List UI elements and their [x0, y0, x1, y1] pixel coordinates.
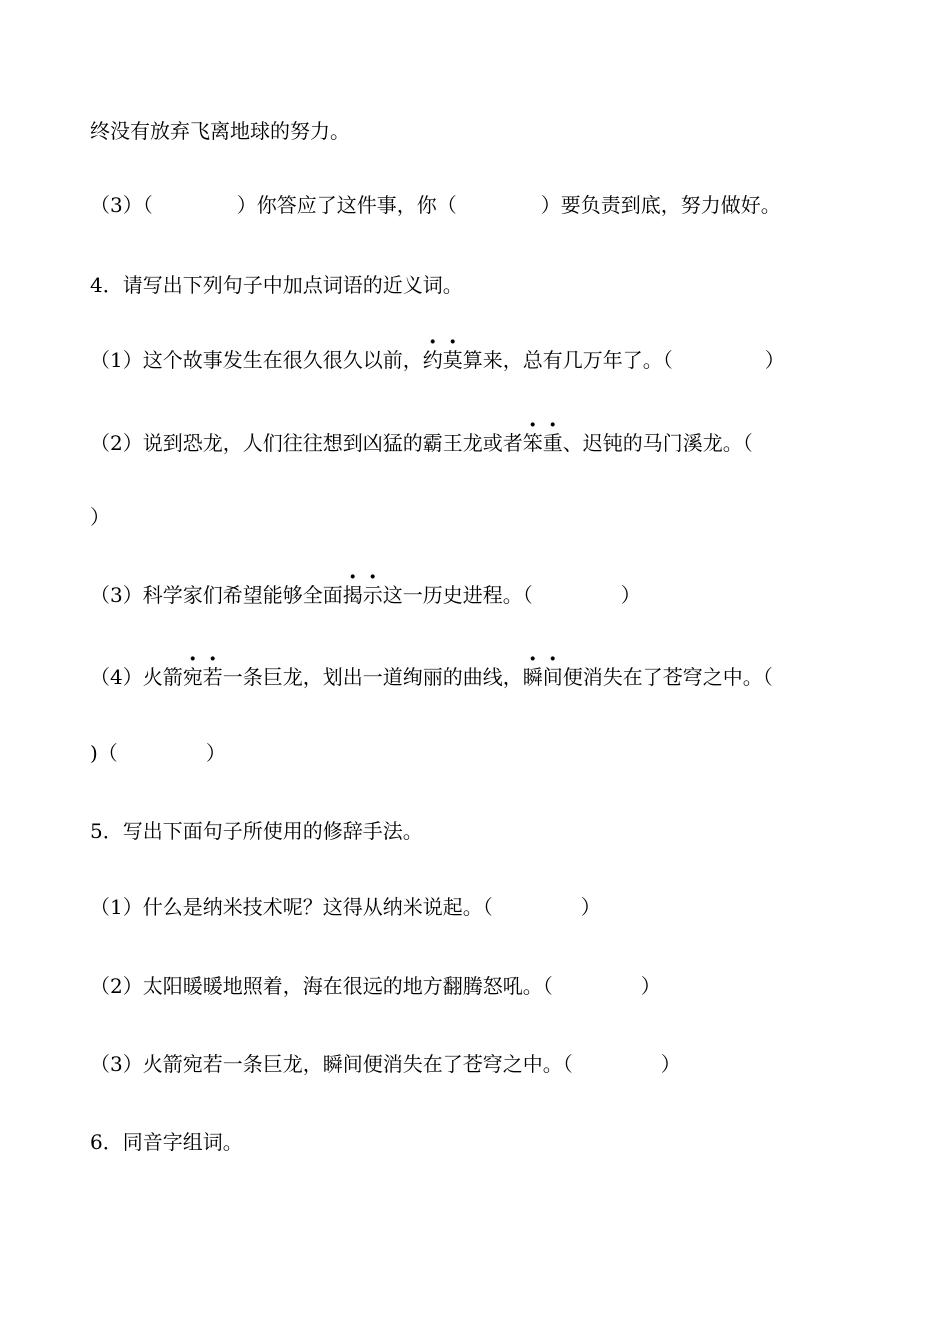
question-title: 5．写出下面句子所使用的修辞手法。	[90, 819, 423, 843]
dotted-char: 瞬	[522, 665, 543, 689]
question-3-item-3	[90, 191, 930, 219]
dotted-char: 宛	[182, 665, 203, 689]
line-text: 、迟钝的马门溪龙。（	[562, 431, 753, 455]
line-text: ）要负责到底，努力做好。	[540, 193, 781, 217]
question-title: 4．请写出下列句子中加点词语的近义词。	[90, 273, 463, 297]
line-text: （2）太阳暖暖地照着，海在很远的地方翻腾怒吼。（	[90, 974, 553, 998]
line-text: 便消失在了苍穹之中。（	[562, 665, 773, 689]
question-5-heading	[90, 817, 930, 845]
question-5-item-1	[90, 893, 930, 921]
line-text: ）你答应了这件事，你（	[236, 193, 457, 217]
question-4-item-2-cont	[90, 503, 930, 531]
line-text: 一条巨龙，划出一道绚丽的曲线，	[222, 665, 523, 689]
question-5-item-2	[90, 972, 930, 1000]
question-4-item-4	[90, 663, 930, 691]
line-text: 算来，总有几万年了。（	[462, 348, 673, 372]
line-text: ）	[660, 1052, 681, 1076]
line-text: ）	[620, 583, 641, 607]
line-text: ）	[580, 895, 601, 919]
question-4-item-1	[90, 346, 930, 374]
line-text: （2）说到恐龙，人们往往想到凶猛的霸王龙或者	[90, 431, 523, 455]
question-4-item-3	[90, 581, 930, 609]
line-text: （1）这个故事发生在很久很久以前，	[90, 348, 423, 372]
line-text: （1）什么是纳米技术呢？这得从纳米说起。（	[90, 895, 493, 919]
dotted-char: 若	[202, 665, 223, 689]
dotted-char: 揭	[342, 583, 363, 607]
line-text: 这一历史进程。（	[382, 583, 533, 607]
dotted-char: 莫	[442, 348, 463, 372]
question-4-item-4-cont	[90, 739, 930, 767]
line-text: ）	[90, 505, 110, 529]
question-4-item-2	[90, 429, 930, 457]
line-text: ）	[764, 348, 785, 372]
dotted-char: 间	[542, 665, 563, 689]
dotted-char: 笨	[522, 431, 543, 455]
line-text: ）	[205, 741, 226, 765]
line-text: )（	[90, 741, 118, 765]
line-text: （3）科学家们希望能够全面	[90, 583, 343, 607]
line-text: （3）火箭宛若一条巨龙，瞬间便消失在了苍穹之中。（	[90, 1052, 573, 1076]
question-6-heading	[90, 1128, 930, 1156]
line-text: （3）（	[90, 193, 153, 217]
question-title: 6．同音字组词。	[90, 1130, 243, 1154]
text-line	[90, 117, 930, 145]
line-text: ）	[640, 974, 661, 998]
line-text: （4）火箭	[90, 665, 183, 689]
question-5-item-3	[90, 1050, 930, 1078]
line-text: 终没有放弃飞离地球的努力。	[90, 119, 350, 143]
question-4-heading	[90, 271, 930, 299]
dotted-char: 约	[422, 348, 443, 372]
dotted-char: 重	[542, 431, 563, 455]
dotted-char: 示	[362, 583, 383, 607]
